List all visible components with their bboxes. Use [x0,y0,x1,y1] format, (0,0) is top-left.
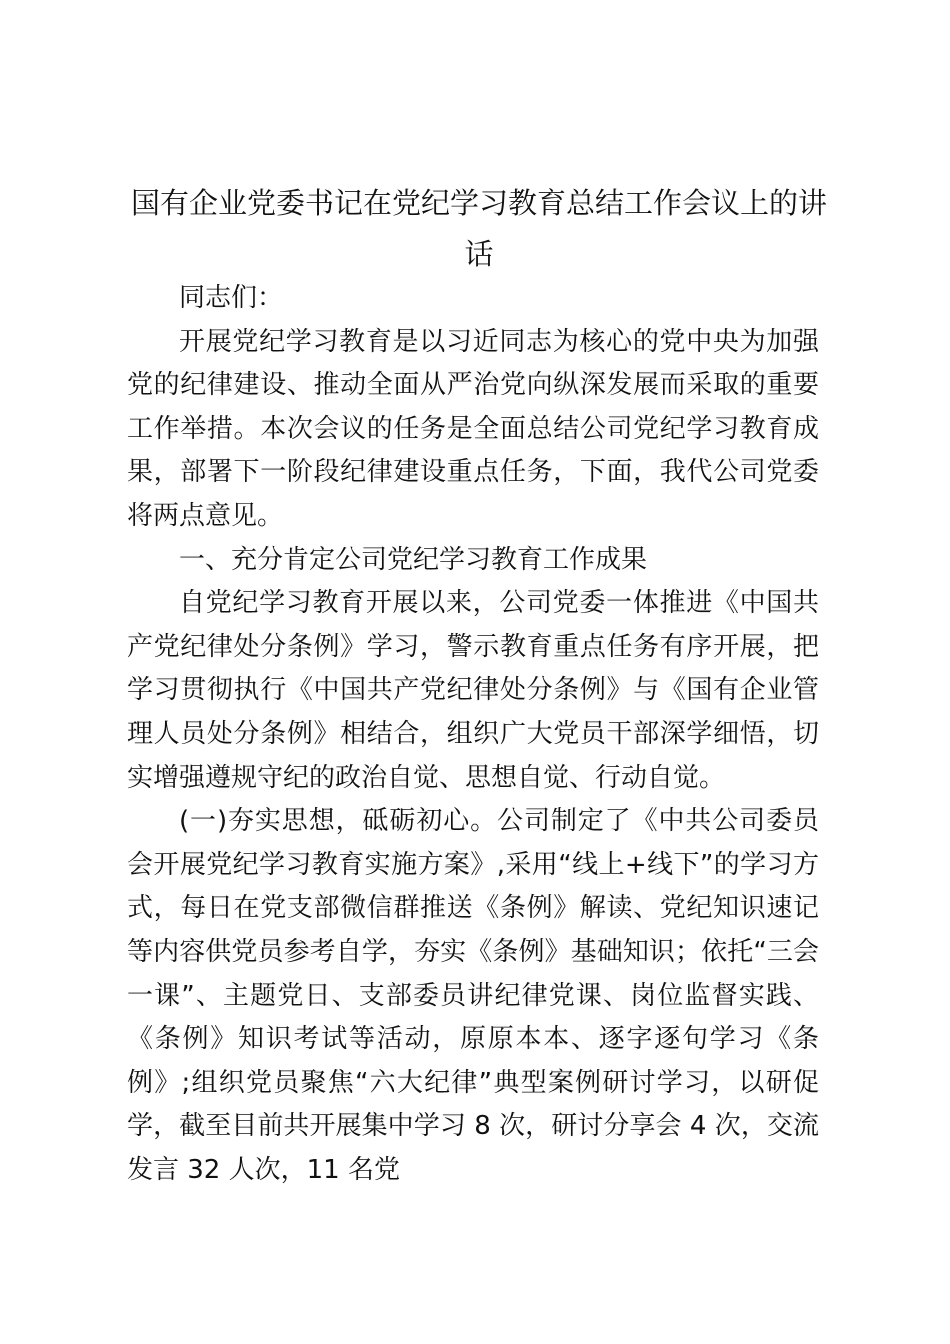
body-paragraph: (一)夯实思想，砥砺初心。公司制定了《中共公司委员会开展党纪学习教育实施方案》,采用“线上+线下”的学习方式，每日在党支部微信群推送《条例》解读、党纪知识速记等内容供党员参考自学，夯实《条例》基础知识；依托“三会一课”、主题党日、支部委员讲纪律党课、岗位监督实践、《条例》知识考试等活动，原原本本、逐字逐句学习《条例》;组织党员聚焦“六大纪律”典型案例研讨学习，以研促学，截至目前共开展集中学习 8 次，研讨分享会 4 次，交流发言 32 人次，11 名党 [127,806,819,1185]
body-paragraph: 自党纪学习教育开展以来，公司党委一体推进《中国共产党纪律处分条例》学习，警示教育重点任务有序开展，把学习贯彻执行《中国共产党纪律处分条例》与《国有企业管理人员处分条例》相结合，组织广大党员干部深学细悟，切实增强遵规守纪的政治自觉、思想自觉、行动自觉。 [127,588,819,793]
salutation-paragraph: 同志们： [179,283,284,313]
document-title: 国有企业党委书记在党纪学习教育总结工作会议上的讲话 [130,186,827,271]
document-body [127,277,819,1192]
intro-paragraph: 开展党纪学习教育是以习近同志为核心的党中央为加强党的纪律建设、推动全面从严治党向纵深发展而采取的重要工作举措。本次会议的任务是全面总结公司党纪学习教育成果，部署下一阶段纪律建设重点任务，下面，我代公司党委将两点意见。 [127,326,819,531]
section-heading: 一、充分肯定公司党纪学习教育工作成果 [179,544,648,575]
